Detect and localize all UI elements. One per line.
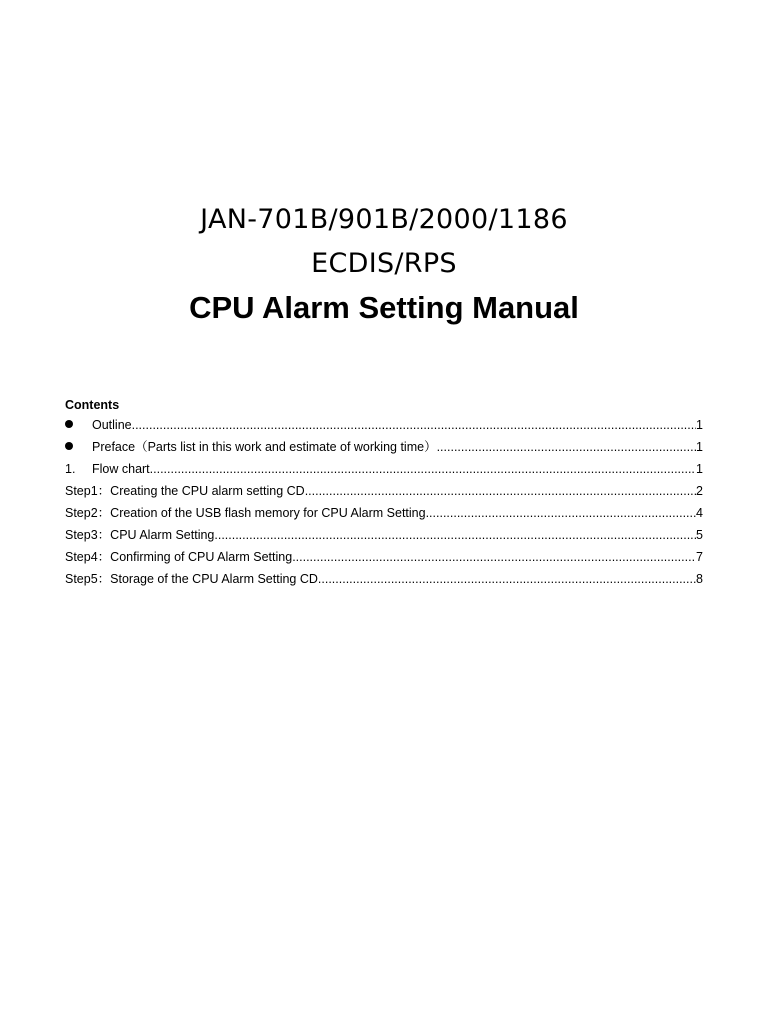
toc-entry-flow-chart[interactable] <box>65 460 703 482</box>
toc-leader-dots <box>132 416 696 434</box>
toc-page-number: 7 <box>696 550 703 564</box>
toc-page-number: 8 <box>696 572 703 586</box>
toc-leader-dots <box>437 438 696 456</box>
toc-leader-dots <box>305 482 696 500</box>
toc-page-number: 4 <box>696 506 703 520</box>
toc-entry-preface[interactable] <box>65 438 703 460</box>
toc-entry-step4[interactable] <box>65 548 703 570</box>
toc-marker <box>65 438 92 456</box>
toc-entry-text: Step5：Storage of the CPU Alarm Setting CD <box>65 572 318 586</box>
toc-entry-step2[interactable] <box>65 504 703 526</box>
document-title-manual: CPU Alarm Setting Manual <box>189 290 579 325</box>
document-title-system: ECDIS/RPS <box>311 248 457 279</box>
toc-entry-step3[interactable] <box>65 526 703 548</box>
toc-entry-text: Step2：Creation of the USB flash memory for CPU Alarm Setting <box>65 506 426 520</box>
toc-page-number: 5 <box>696 528 703 542</box>
toc-page-number: 1 <box>696 418 703 432</box>
bullet-icon <box>65 442 73 450</box>
toc-heading: Contents <box>65 398 120 412</box>
toc-entry-text: Preface（Parts list in this work and estimate of working time） <box>92 440 437 454</box>
toc-entry-text: Flow chart <box>92 462 150 476</box>
toc-marker <box>65 416 92 434</box>
toc-page-number: 1 <box>696 440 703 454</box>
table-of-contents <box>65 396 703 592</box>
toc-entry-step5[interactable] <box>65 570 703 592</box>
bullet-icon <box>65 420 73 428</box>
toc-entry-step1[interactable] <box>65 482 703 504</box>
toc-leader-dots <box>214 526 696 544</box>
toc-leader-dots <box>318 570 696 588</box>
toc-entry-outline[interactable] <box>65 416 703 438</box>
toc-entry-text: Outline <box>92 418 132 432</box>
toc-page-number: 1 <box>696 462 703 476</box>
toc-leader-dots <box>426 504 696 522</box>
toc-entry-text: Step1：Creating the CPU alarm setting CD <box>65 484 305 498</box>
toc-entry-text: Step3：CPU Alarm Setting <box>65 528 215 542</box>
toc-leader-dots <box>292 548 696 566</box>
document-title-models: JAN-701B/901B/2000/1186 <box>200 204 568 235</box>
toc-page-number: 2 <box>696 484 703 498</box>
toc-entry-text: Step4：Confirming of CPU Alarm Setting <box>65 550 293 564</box>
toc-marker: 1. <box>65 462 76 476</box>
toc-leader-dots <box>150 460 696 478</box>
